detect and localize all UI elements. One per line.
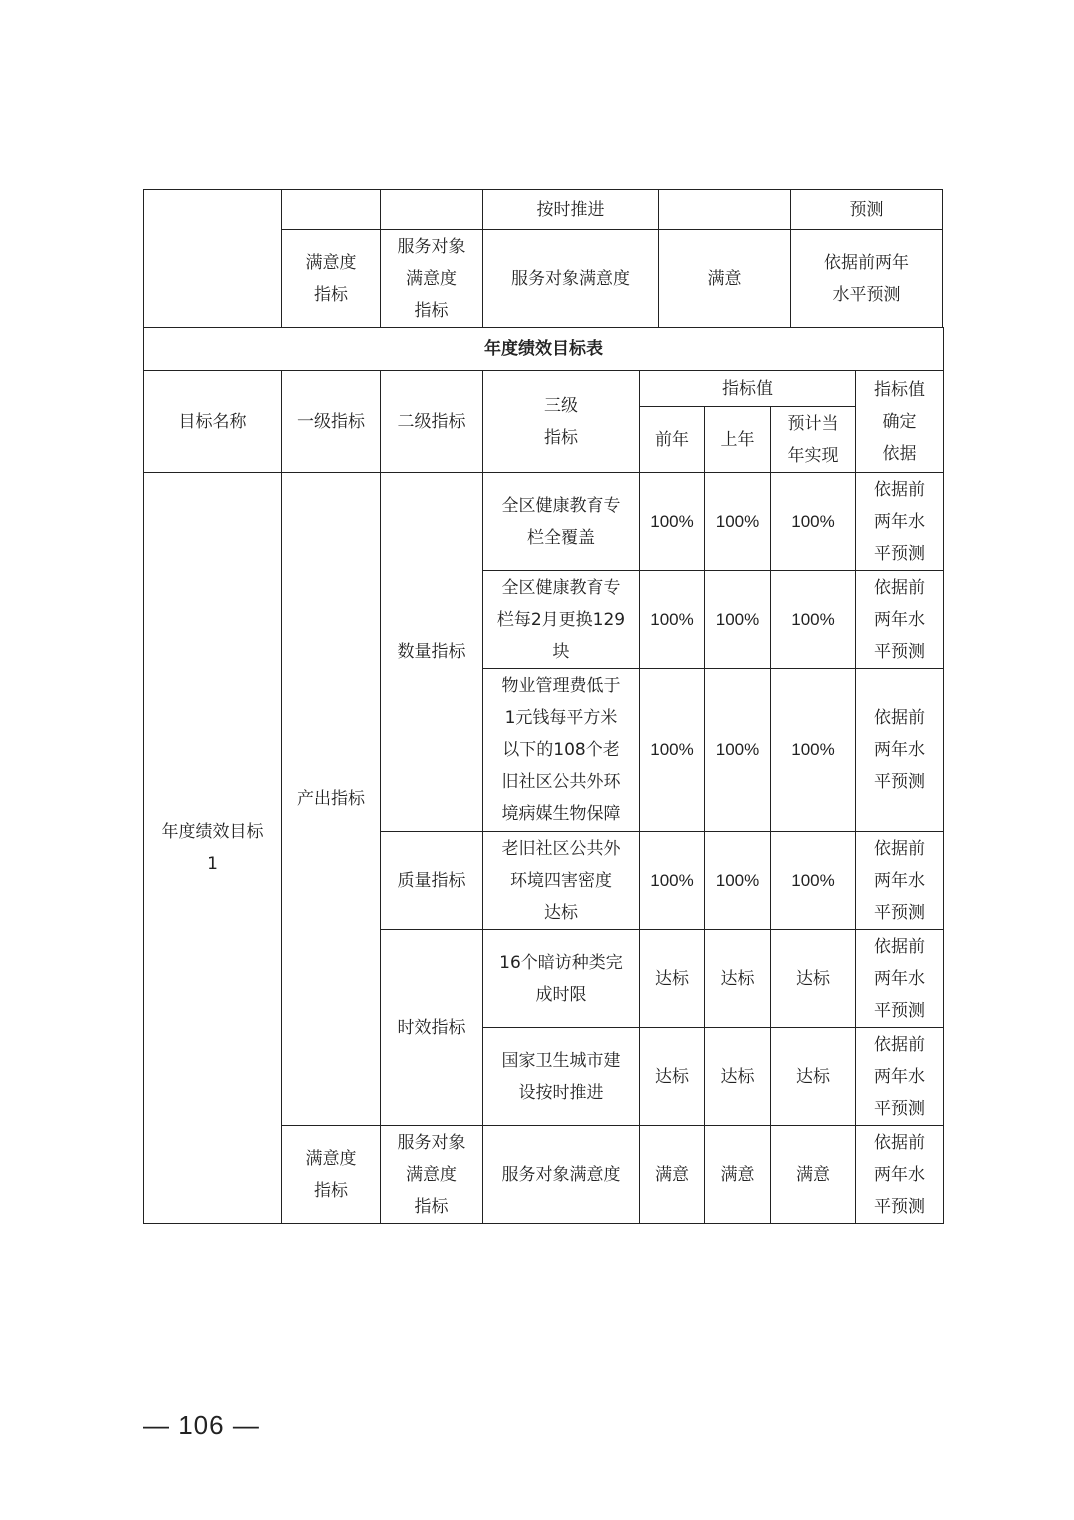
value-cell: 满意 xyxy=(659,230,791,328)
empty-cell xyxy=(659,190,791,230)
forecast-value: 100% xyxy=(771,571,856,669)
forecast-value: 100% xyxy=(771,832,856,930)
prev-value: 达标 xyxy=(640,1028,705,1126)
header-basis: 指标值 确定 依据 xyxy=(856,371,944,473)
goal-name-cell-continued xyxy=(144,190,282,328)
header-level2: 二级指标 xyxy=(381,371,483,473)
last-value: 达标 xyxy=(705,1028,771,1126)
empty-cell xyxy=(282,190,381,230)
prev-value: 达标 xyxy=(640,930,705,1028)
basis-cell: 依据前 两年水 平预测 xyxy=(856,473,944,571)
header-last-year: 上年 xyxy=(705,407,771,473)
header-prev-year: 前年 xyxy=(640,407,705,473)
indicator-cell: 老旧社区公共外 环境四害密度 达标 xyxy=(483,832,640,930)
indicator-cell: 物业管理费低于 1元钱每平方米 以下的108个老 旧社区公共外环 境病媒生物保障 xyxy=(483,669,640,832)
header-level3: 三级 指标 xyxy=(483,371,640,473)
satisfaction-level1-cell: 满意度 指标 xyxy=(282,1126,381,1224)
prev-value: 100% xyxy=(640,669,705,832)
last-value: 100% xyxy=(705,832,771,930)
empty-cell xyxy=(381,190,483,230)
goal-name-cell: 年度绩效目标 1 xyxy=(144,473,282,1224)
header-forecast: 预计当 年实现 xyxy=(771,407,856,473)
forecast-value: 100% xyxy=(771,473,856,571)
quality-indicator-cell: 质量指标 xyxy=(381,832,483,930)
quantity-indicator-cell: 数量指标 xyxy=(381,473,483,832)
basis-cell: 依据前两年 水平预测 xyxy=(791,230,943,328)
prev-value: 100% xyxy=(640,832,705,930)
header-goal-name: 目标名称 xyxy=(144,371,282,473)
indicator-cell: 全区健康教育专 栏全覆盖 xyxy=(483,473,640,571)
prev-value: 100% xyxy=(640,571,705,669)
basis-cell: 依据前 两年水 平预测 xyxy=(856,1028,944,1126)
basis-cell: 依据前 两年水 平预测 xyxy=(856,1126,944,1224)
last-value: 100% xyxy=(705,669,771,832)
continuation-table xyxy=(143,189,943,328)
last-value: 100% xyxy=(705,571,771,669)
forecast-value: 达标 xyxy=(771,1028,856,1126)
prev-value: 100% xyxy=(640,473,705,571)
header-value: 指标值 xyxy=(640,371,856,407)
level2-cell: 服务对象 满意度 指标 xyxy=(381,230,483,328)
last-value: 达标 xyxy=(705,930,771,1028)
table-title: 年度绩效目标表 xyxy=(144,328,944,371)
annual-performance-table xyxy=(143,327,944,1224)
basis-cell: 依据前 两年水 平预测 xyxy=(856,669,944,832)
indicator-cell: 全区健康教育专 栏每2月更换129 块 xyxy=(483,571,640,669)
forecast-value: 达标 xyxy=(771,930,856,1028)
indicator-cell: 国家卫生城市建 设按时推进 xyxy=(483,1028,640,1126)
forecast-value: 满意 xyxy=(771,1126,856,1224)
header-level1: 一级指标 xyxy=(282,371,381,473)
page-number: — 106 — xyxy=(143,1410,260,1440)
level3-cell: 按时推进 xyxy=(483,190,659,230)
indicator-cell: 16个暗访种类完 成时限 xyxy=(483,930,640,1028)
basis-cell: 依据前 两年水 平预测 xyxy=(856,571,944,669)
last-value: 100% xyxy=(705,473,771,571)
output-indicator-cell: 产出指标 xyxy=(282,473,381,1126)
basis-cell: 预测 xyxy=(791,190,943,230)
level1-cell: 满意度 指标 xyxy=(282,230,381,328)
prev-value: 满意 xyxy=(640,1126,705,1224)
basis-cell: 依据前 两年水 平预测 xyxy=(856,832,944,930)
indicator-cell: 服务对象满意度 xyxy=(483,1126,640,1224)
level3-cell: 服务对象满意度 xyxy=(483,230,659,328)
last-value: 满意 xyxy=(705,1126,771,1224)
forecast-value: 100% xyxy=(771,669,856,832)
basis-cell: 依据前 两年水 平预测 xyxy=(856,930,944,1028)
timeliness-indicator-cell: 时效指标 xyxy=(381,930,483,1126)
satisfaction-level2-cell: 服务对象 满意度 指标 xyxy=(381,1126,483,1224)
